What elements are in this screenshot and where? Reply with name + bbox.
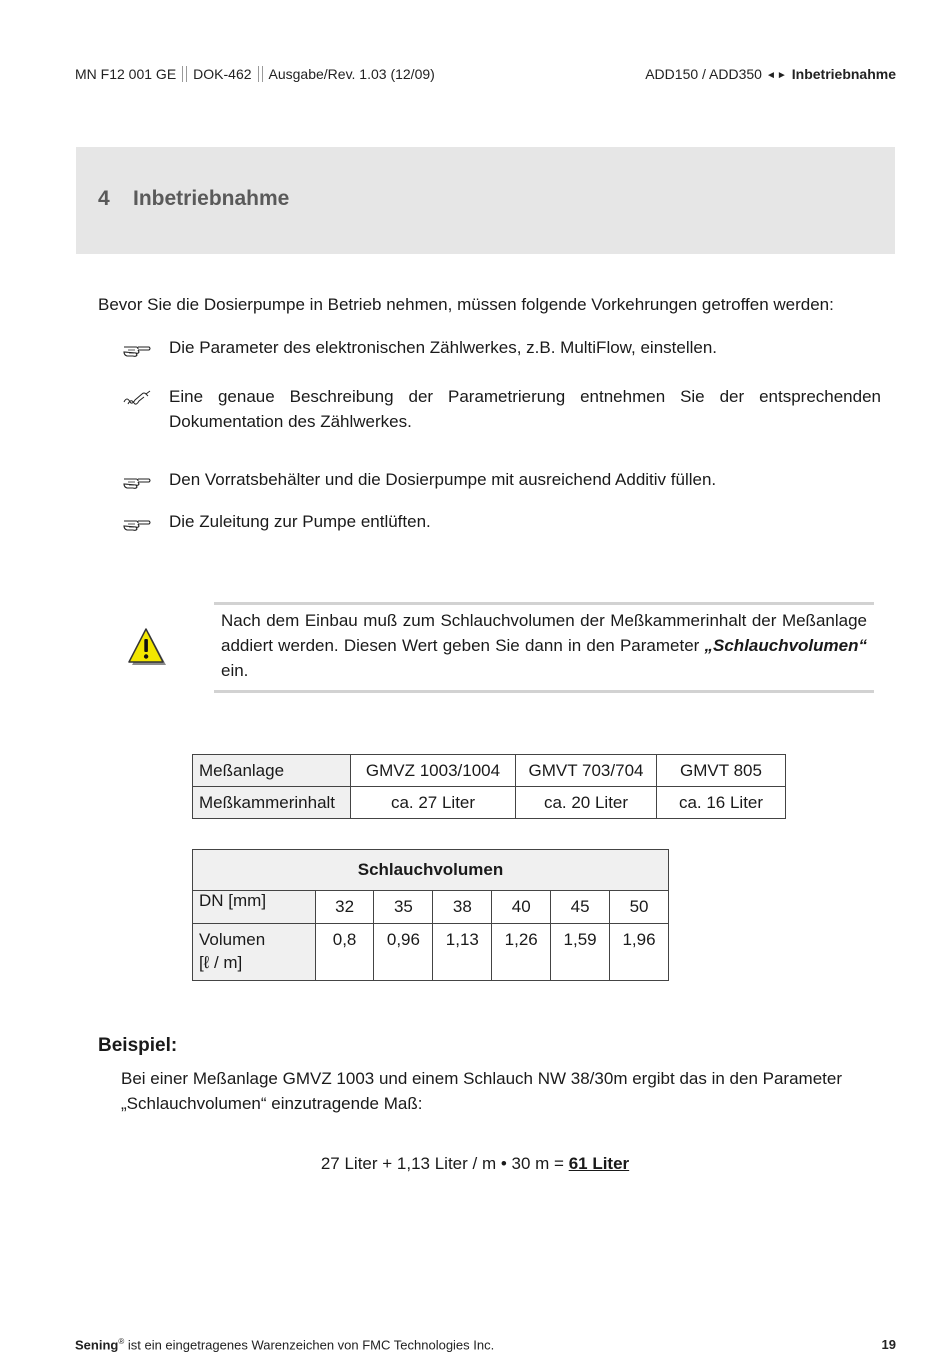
warning-text-before: Nach dem Einbau muß zum Schlauchvolumen der Meßkammerinhalt der Meßanlage addiert werden. Diesen Wert geben Sie dann in den Parameter [221,611,867,655]
trademark-text: ist ein eingetragenes Warenzeichen von FMC Technologies Inc. [124,1337,495,1353]
table-cell: 40 [492,891,551,924]
table-cell: ca. 20 Liter [516,787,657,819]
example-heading: Beispiel: [98,1035,178,1056]
separator [258,66,263,82]
table-cell: 1,13 [433,924,492,981]
table-cell: 1,96 [610,924,669,981]
row-label: DN [mm] [193,891,316,924]
registered-mark: ® [118,1337,125,1346]
header-section-info [645,66,896,82]
table-cell: 0,96 [374,924,433,981]
row-label-line-2: [ℓ / m] [199,953,243,972]
section-name: Inbetriebnahme [791,66,896,82]
formula-expression: 27 Liter + 1,13 Liter / m • 30 m = [320,1154,569,1173]
formula-result: 61 Liter [568,1154,630,1173]
warning-triangle-icon [127,627,167,669]
step-3-text: Die Zuleitung zur Pumpe entlüften. [169,512,431,531]
brand-name: Sening [75,1337,119,1353]
schlauchvolumen-table [192,849,669,981]
product-name: ADD150 / ADD350 [645,66,762,82]
nav-arrows-icon: ◄► [765,70,788,81]
warning-rule-bottom [214,690,874,693]
example-formula [0,1151,950,1176]
step-2-text: Den Vorratsbehälter und die Dosierpumpe mit ausreichend Additiv füllen. [169,470,717,489]
header-doc-info [75,66,435,82]
row-label-line-1: Volumen [199,930,266,949]
table-row [193,755,786,787]
table-cell: 1,59 [551,924,610,981]
table-cell: GMVT 703/704 [516,755,657,787]
pointing-hand-icon [122,471,152,491]
step-1-text: Die Parameter des elektronischen Zählwerkes, z.B. MultiFlow, einstellen. [169,338,718,357]
warning-highlight: „Schlauchvolumen“ [704,636,867,655]
table-cell: ca. 27 Liter [351,787,516,819]
note-text: Eine genaue Beschreibung der Parametrierung entnehmen Sie der entsprechenden Dokumentation des Zählwerkes. [169,387,881,431]
dok-number: DOK-462 [193,66,252,82]
page-number: 19 [881,1337,896,1352]
table-cell: 1,26 [492,924,551,981]
table-title: Schlauchvolumen [193,850,669,891]
messanlage-table [192,754,786,819]
footer-trademark [75,1337,494,1352]
table-cell: 38 [433,891,492,924]
warning-text [221,608,867,683]
table-row [193,891,669,924]
table-cell: 35 [374,891,433,924]
table-cell: GMVT 805 [657,755,786,787]
row-label: Meßanlage [193,755,351,787]
example-text: Bei einer Meßanlage GMVZ 1003 und einem Schlauch NW 38/30m ergibt das in den Parameter „Schlauchvolumen“ einzutragende Maß: [121,1069,842,1113]
pointing-hand-icon [122,513,152,533]
intro-text: Bevor Sie die Dosierpumpe in Betrieb nehmen, müssen folgende Vorkehrungen getroffen werden: [98,295,834,314]
table-row [193,924,669,981]
table-cell: 32 [315,891,374,924]
table-cell: 0,8 [315,924,374,981]
table-cell: 50 [610,891,669,924]
pointing-hand-icon [122,339,152,359]
table-cell: ca. 16 Liter [657,787,786,819]
row-label [193,924,316,981]
separator [182,66,187,82]
doc-number: MN F12 001 GE [75,66,177,82]
table-row [193,787,786,819]
chapter-number: 4 [98,187,110,210]
writing-hand-icon [122,388,152,408]
warning-rule-top [214,602,874,605]
row-label: Meßkammerinhalt [193,787,351,819]
table-cell: 45 [551,891,610,924]
revision: Ausgabe/Rev. 1.03 (12/09) [268,66,435,82]
table-cell: GMVZ 1003/1004 [351,755,516,787]
warning-text-after: ein. [221,661,249,680]
table-header-row [193,850,669,891]
chapter-title: Inbetriebnahme [133,187,290,210]
